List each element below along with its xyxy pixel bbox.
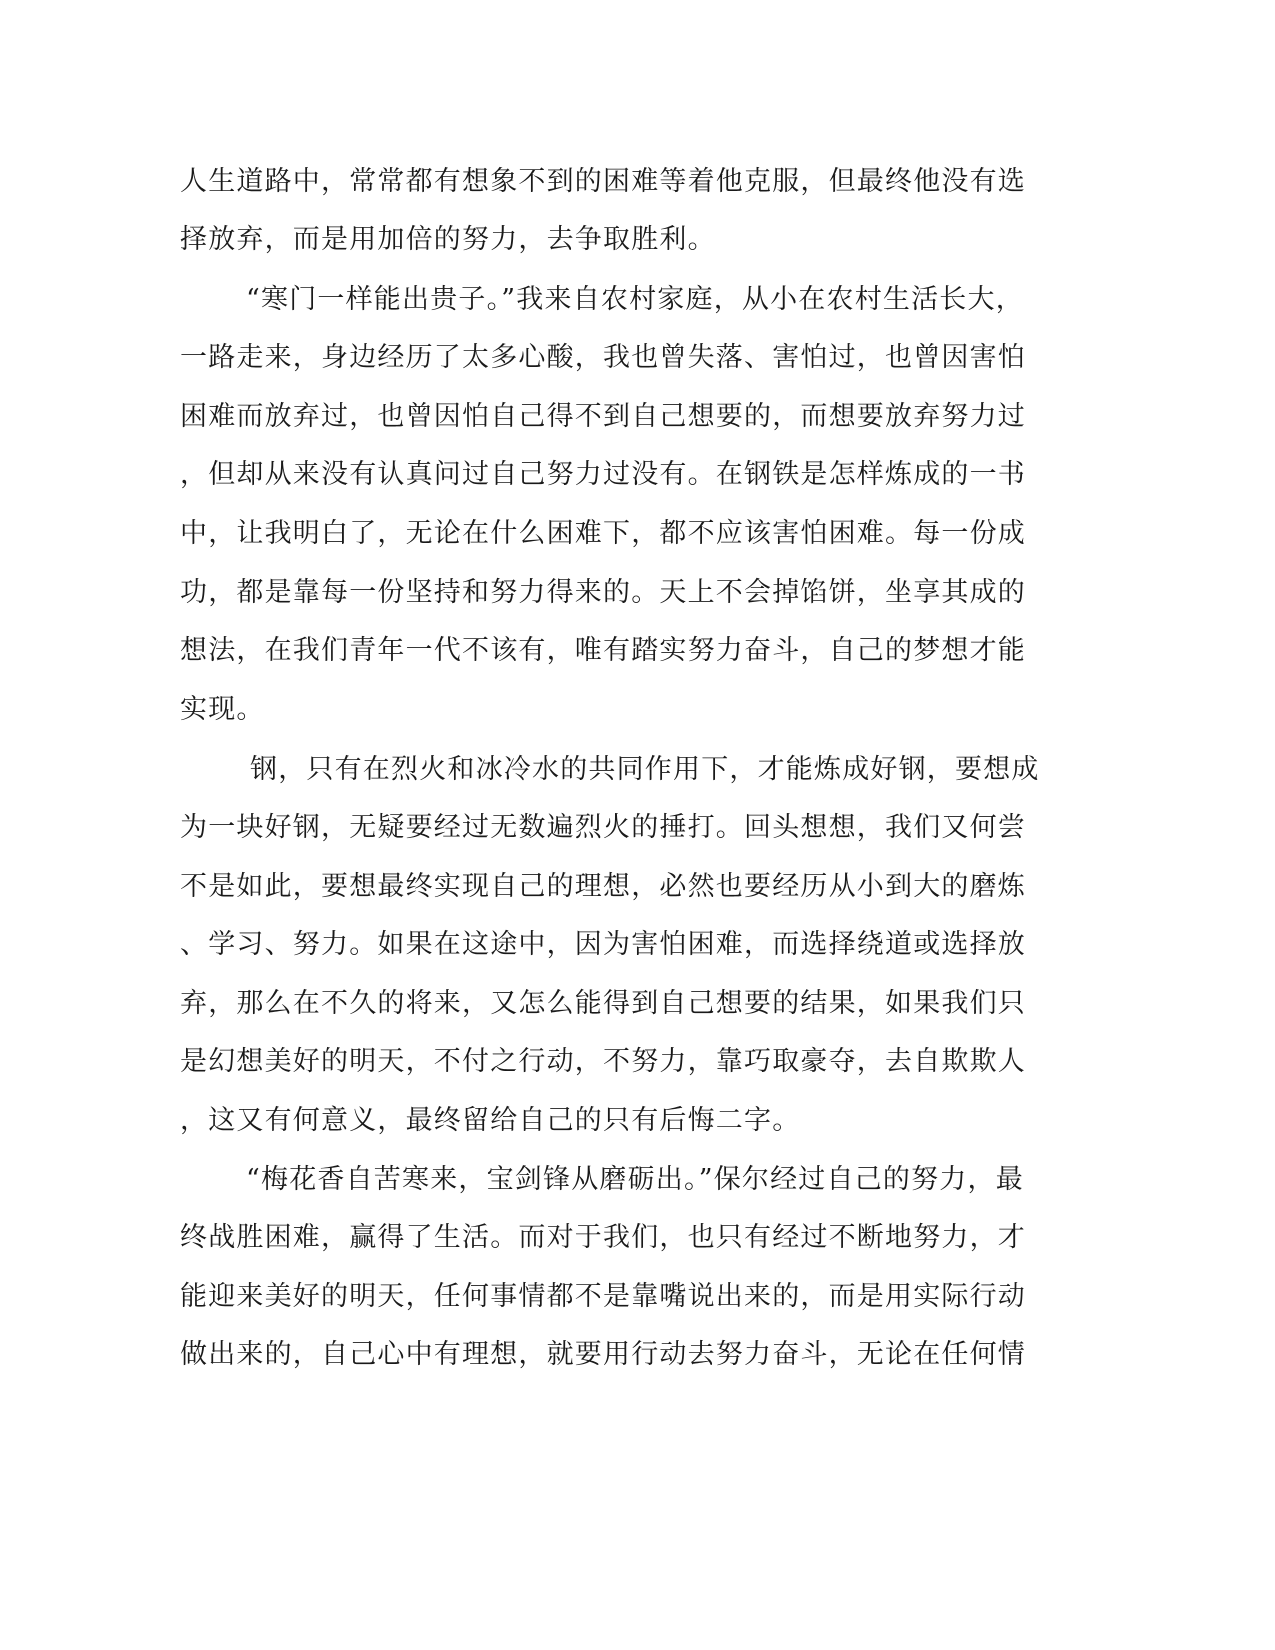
text-line: ，但却从来没有认真问过自己努力过没有。在钢铁是怎样炼成的一书 [180,459,1026,490]
text-line: 钢，只有在烈火和冰冷水的共同作用下，才能炼成好钢，要想成 [250,754,1040,785]
text-line: 功，都是靠每一份坚持和努力得来的。天上不会掉馅饼，坐享其成的 [180,577,1026,608]
text-line: 为一块好钢，无疑要经过无数遍烈火的捶打。回头想想，我们又何尝 [180,812,1026,843]
text-line: 是幻想美好的明天，不付之行动，不努力，靠巧取豪夺，去自欺欺人 [180,1046,1026,1077]
text-line: 、学习、努力。如果在这途中，因为害怕困难，而选择绕道或选择放 [180,929,1026,960]
text-line: 中，让我明白了，无论在什么困难下，都不应该害怕困难。每一份成 [180,518,1026,549]
text-line: 实现。 [180,694,265,725]
text-line: 做出来的，自己心中有理想，就要用行动去努力奋斗，无论在任何情 [180,1339,1026,1370]
text-line: 弃，那么在不久的将来，又怎么能得到自己想要的结果，如果我们只 [180,988,1026,1019]
text-line: 能迎来美好的明天，任何事情都不是靠嘴说出来的，而是用实际行动 [180,1281,1026,1312]
text-line: 不是如此，要想最终实现自己的理想，必然也要经历从小到大的磨炼 [180,871,1026,902]
text-line: “寒门一样能出贵子。”我来自农村家庭，从小在农村生活长大， [246,284,1024,315]
text-line: 择放弃，而是用加倍的努力，去争取胜利。 [180,224,716,255]
text-line: 想法，在我们青年一代不该有，唯有踏实努力奋斗，自己的梦想才能 [180,635,1026,666]
text-line: 困难而放弃过，也曾因怕自己得不到自己想要的，而想要放弃努力过 [180,401,1026,432]
text-line: 一路走来，身边经历了太多心酸，我也曾失落、害怕过，也曾因害怕 [180,342,1026,373]
text-line: ，这又有何意义，最终留给自己的只有后悔二字。 [180,1105,801,1136]
text-line: “梅花香自苦寒来，宝剑锋从磨砺出。”保尔经过自己的努力，最 [246,1164,1024,1195]
text-line: 人生道路中，常常都有想象不到的困难等着他克服，但最终他没有选 [180,166,1026,197]
text-line: 终战胜困难，赢得了生活。而对于我们，也只有经过不断地努力，才 [180,1222,1026,1253]
